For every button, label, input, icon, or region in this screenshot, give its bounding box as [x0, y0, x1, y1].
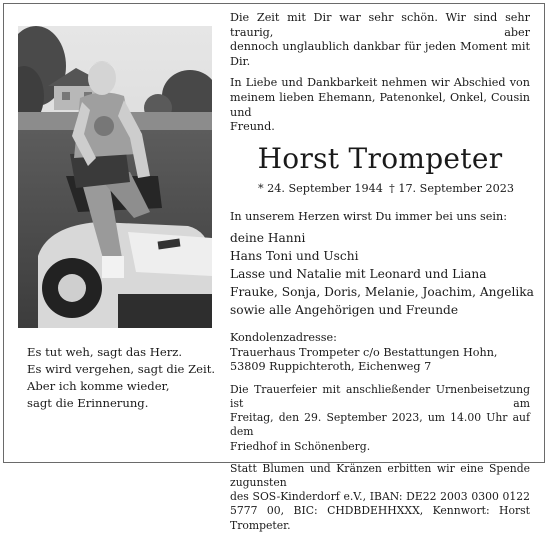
mourner-line: Hans Toni und Uschi [230, 248, 359, 263]
ceremony-line: Freitag, den 29. September 2023, um 14.00 Uhr auf dem [230, 411, 530, 439]
mourners-list [230, 229, 534, 319]
ceremony-paragraph [230, 383, 530, 454]
condolence-address [230, 331, 530, 375]
intro-paragraph [230, 11, 530, 69]
ceremony-line: Die Trauerfeier mit anschließender Urnenbeisetzung ist am [230, 382, 530, 410]
condolence-line: 53809 Ruppichteroth, Eichenweg 7 [230, 360, 432, 374]
mourner-line: sowie alle Angehörigen und Freunde [230, 302, 459, 317]
farewell-line: In Liebe und Dankbarkeit nehmen wir Abschied von [230, 76, 530, 90]
intro-line: Die Zeit mit Dir war sehr schön. Wir sind sehr traurig, aber [230, 11, 530, 39]
photo-illustration [18, 26, 212, 328]
condolence-label: Kondolenzadresse: [230, 330, 337, 344]
deceased-name: Horst Trompeter [257, 141, 503, 175]
heart-intro: In unserem Herzen wirst Du immer bei uns sein: [230, 210, 507, 224]
poem [27, 344, 217, 412]
donation-line: des SOS-Kinderdorf e.V., IBAN: DE22 2003 0300 0122 [230, 490, 530, 504]
life-dates [230, 182, 530, 197]
death-date: † 17. September 2023 [389, 181, 514, 195]
donation-line: 5777 00, BIC: CHDBDEHHXXX, Kennwort: Horst Trompeter. [230, 504, 530, 532]
farewell-paragraph [230, 76, 530, 134]
poem-line: Aber ich komme wieder, [27, 379, 170, 393]
condolence-line: Trauerhaus Trompeter c/o Bestattungen Hohn, [230, 345, 498, 359]
farewell-line: Freund. [230, 120, 275, 134]
mourner-line: Lasse und Natalie mit Leonard und Liana [230, 266, 487, 281]
donation-line: Statt Blumen und Kränzen erbitten wir eine Spende zugunsten [230, 461, 530, 489]
donation-paragraph [230, 462, 530, 533]
mourner-line: Frauke, Sonja, Doris, Melanie, Joachim, Angelika [230, 284, 534, 299]
poem-line: Es wird vergehen, sagt die Zeit. [27, 362, 216, 376]
intro-line: dennoch unglaublich dankbar für jeden Moment mit Dir. [230, 40, 530, 68]
ceremony-line: Friedhof in Schönenberg. [230, 439, 371, 453]
farewell-line: meinem lieben Ehemann, Patenonkel, Onkel, Cousin und [230, 90, 530, 119]
birth-date: * 24. September 1944 [258, 181, 383, 195]
poem-line: Es tut weh, sagt das Herz. [27, 345, 183, 359]
mourner-line: deine Hanni [230, 230, 306, 245]
portrait-photo [18, 26, 212, 328]
notice-text-column [230, 11, 534, 533]
poem-line: sagt die Erinnerung. [27, 396, 149, 410]
